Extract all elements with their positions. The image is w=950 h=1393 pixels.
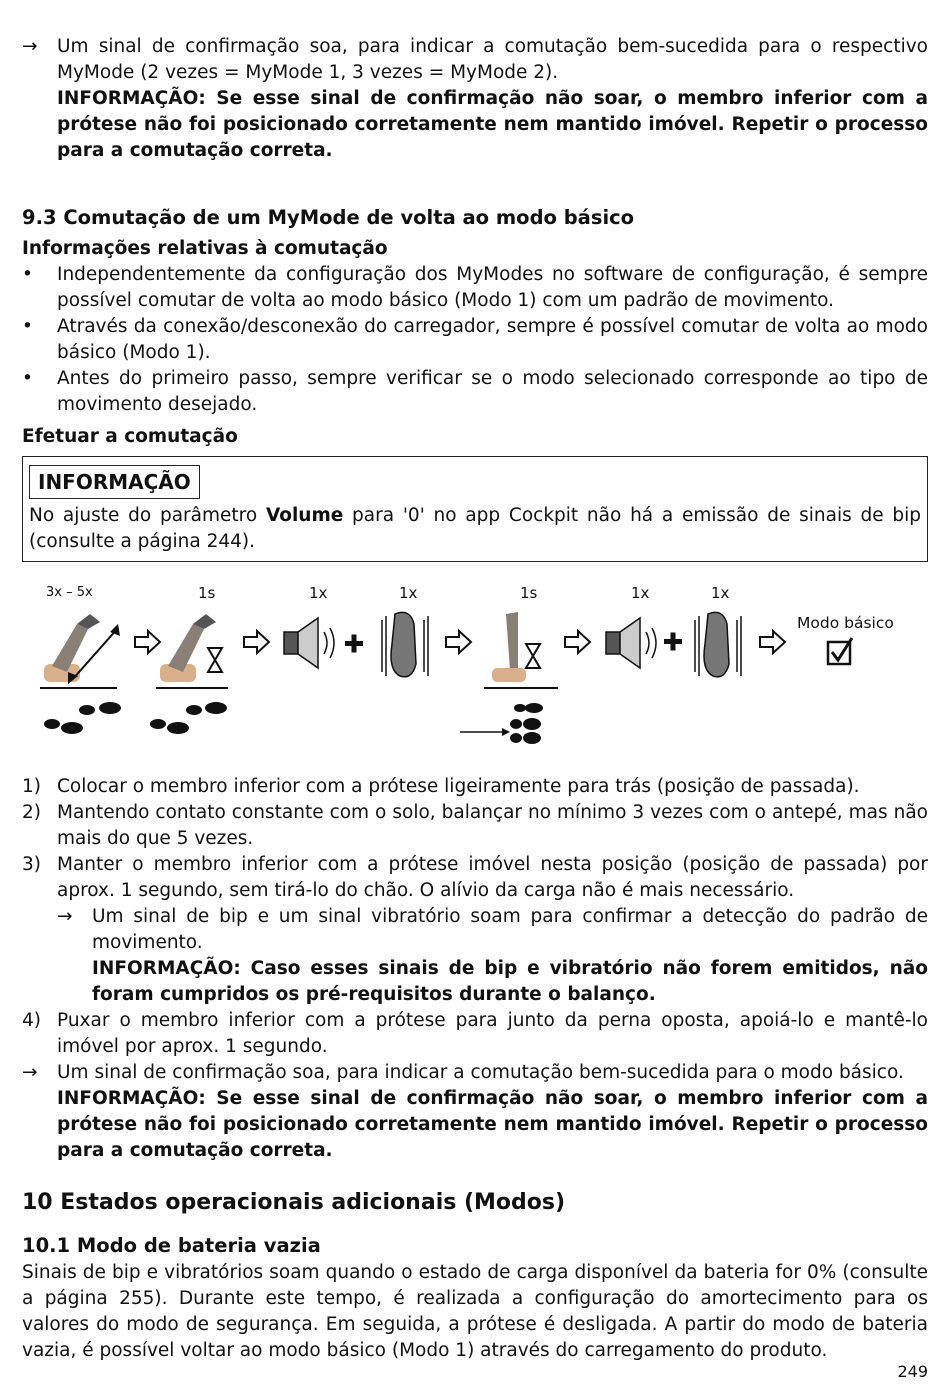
notice-box: [22, 456, 928, 562]
notice-text: [29, 503, 921, 555]
bullet-item: [22, 366, 928, 418]
next-arrow-icon: [244, 631, 269, 653]
info-note: INFORMAÇÃO: Caso esses sinais de bip e vibratório não forem emitidos, não foram cumpridos os pré-requisitos durante o balanço.: [92, 958, 928, 1005]
footprints-icon: [150, 702, 227, 734]
notice-title: INFORMAÇÃO: [29, 465, 200, 499]
bullet-dot: •: [22, 264, 33, 285]
next-arrow-icon: [565, 631, 590, 653]
bullet-text: Independentemente da configuração dos MyModes no software de configuração, é sempre possível comutar de volta ao modo básico (Modo 1) com um padrão de movimento.: [57, 264, 928, 311]
step-number: 3): [22, 854, 41, 875]
prosthesis-swing-illustration: [40, 614, 120, 688]
subheading-info: Informações relativas à comutação: [22, 238, 388, 259]
next-arrow-icon: [760, 631, 785, 653]
next-arrow-icon: [446, 631, 471, 653]
page-number: 249: [897, 1362, 928, 1381]
plus-icon: [345, 635, 363, 653]
notice-text-bold: Volume: [265, 505, 344, 526]
bullet-text: Através da conexão/desconexão do carregador, sempre é possível comutar de volta ao modo básico (Modo 1).: [57, 316, 928, 363]
procedure-figure: [22, 584, 928, 774]
bullet-item: [22, 262, 928, 314]
plus-icon: [664, 633, 682, 651]
result-item: [22, 1060, 928, 1164]
chapter-heading: 10 Estados operacionais adicionais (Modos): [22, 1190, 566, 1215]
figure-label: 3x – 5x: [46, 585, 93, 600]
figure-label: 1x: [711, 584, 730, 602]
section-heading: 9.3 Comutação de um MyMode de volta ao modo básico: [22, 206, 635, 229]
step-text: Manter o membro inferior com a prótese imóvel nesta posição (posição de passada) por aprox. 1 segundo, sem tirá-lo do chão. O alívio da carga não é mais necessário.: [57, 854, 928, 901]
step-text: Puxar o membro inferior com a prótese para junto da perna oposta, apoiá-lo e mantê-lo imóvel por aprox. 1 segundo.: [57, 1010, 928, 1057]
step-number: 1): [22, 776, 41, 797]
footprints-icon: [44, 702, 121, 734]
section-heading: 10.1 Modo de bateria vazia: [22, 1234, 321, 1257]
figure-label: 1x: [631, 584, 650, 602]
result-text: Um sinal de bip e um sinal vibratório soam para confirmar a detecção do padrão de movimento.: [92, 906, 928, 953]
bullet-item: [22, 314, 928, 366]
figure-label: 1s: [520, 584, 538, 602]
next-arrow-icon: [135, 631, 160, 653]
subheading-do: Efetuar a comutação: [22, 426, 238, 447]
bullet-dot: •: [22, 368, 33, 389]
vibration-icon: [382, 612, 428, 676]
section-paragraph: Sinais de bip e vibratórios soam quando o estado de carga disponível da bateria for 0% (consulte a página 255). Durante este tempo, é realizada a configuração do amortecimento para os valores do modo de segurança. Em seguida, a prótese é desligada. A partir do modo de bateria vazia, é possível voltar ao modo básico (Modo 1) através do carregamento do produto.: [22, 1262, 928, 1361]
step-item: [22, 1008, 928, 1060]
vibration-icon: [695, 612, 741, 676]
figure-label: 1x: [309, 584, 328, 602]
prosthesis-stand-illustration: [484, 612, 558, 688]
document-page: [22, 34, 928, 1364]
result-text: Um sinal de confirmação soa, para indicar a comutação bem-sucedida para o respectivo MyMode (2 vezes = MyMode 1, 3 vezes = MyMode 2).: [57, 36, 928, 83]
info-note: INFORMAÇÃO: Se esse sinal de confirmação não soar, o membro inferior com a prótese não foi posicionado corretamente nem mantido imóvel. Repetir o processo para a comutação correta.: [57, 1088, 928, 1161]
result-arrow: →: [22, 36, 38, 57]
notice-text-part: para '0' no app Cockpit não há a emissão de sinais de bip (consulte a página 244).: [29, 505, 921, 552]
step-item: [22, 774, 928, 800]
result-text: Um sinal de confirmação soa, para indicar a comutação bem-sucedida para o modo básico.: [57, 1062, 904, 1083]
step-result: [22, 904, 928, 1008]
bullet-dot: •: [22, 316, 33, 337]
notice-text-part: No ajuste do parâmetro: [29, 505, 266, 526]
footprints-together-icon: [460, 703, 543, 744]
beep-speaker-icon: [284, 618, 334, 668]
result-arrow: →: [57, 906, 73, 927]
figure-label: 1s: [198, 584, 216, 602]
prosthesis-hold-illustration: [156, 614, 228, 688]
figure-end-label: Modo básico: [797, 614, 894, 632]
step-item: [22, 852, 928, 904]
result-arrow: →: [22, 1062, 38, 1083]
step-text: Mantendo contato constante com o solo, balançar no mínimo 3 vezes com o antepé, mas não mais do que 5 vezes.: [57, 802, 928, 849]
figure-label: 1x: [399, 584, 418, 602]
checkmark-box-icon: [828, 638, 852, 664]
step-number: 2): [22, 802, 41, 823]
procedure-illustration: [22, 584, 928, 774]
info-note: INFORMAÇÃO: Se esse sinal de confirmação não soar, o membro inferior com a prótese não foi posicionado corretamente nem mantido imóvel. Repetir o processo para a comutação correta.: [57, 88, 928, 161]
result-item: [22, 34, 928, 164]
step-item: [22, 800, 928, 852]
step-text: Colocar o membro inferior com a prótese ligeiramente para trás (posição de passada).: [57, 776, 860, 797]
bullet-text: Antes do primeiro passo, sempre verificar se o modo selecionado corresponde ao tipo de movimento desejado.: [57, 368, 928, 415]
beep-speaker-icon: [606, 618, 656, 668]
step-number: 4): [22, 1010, 41, 1031]
